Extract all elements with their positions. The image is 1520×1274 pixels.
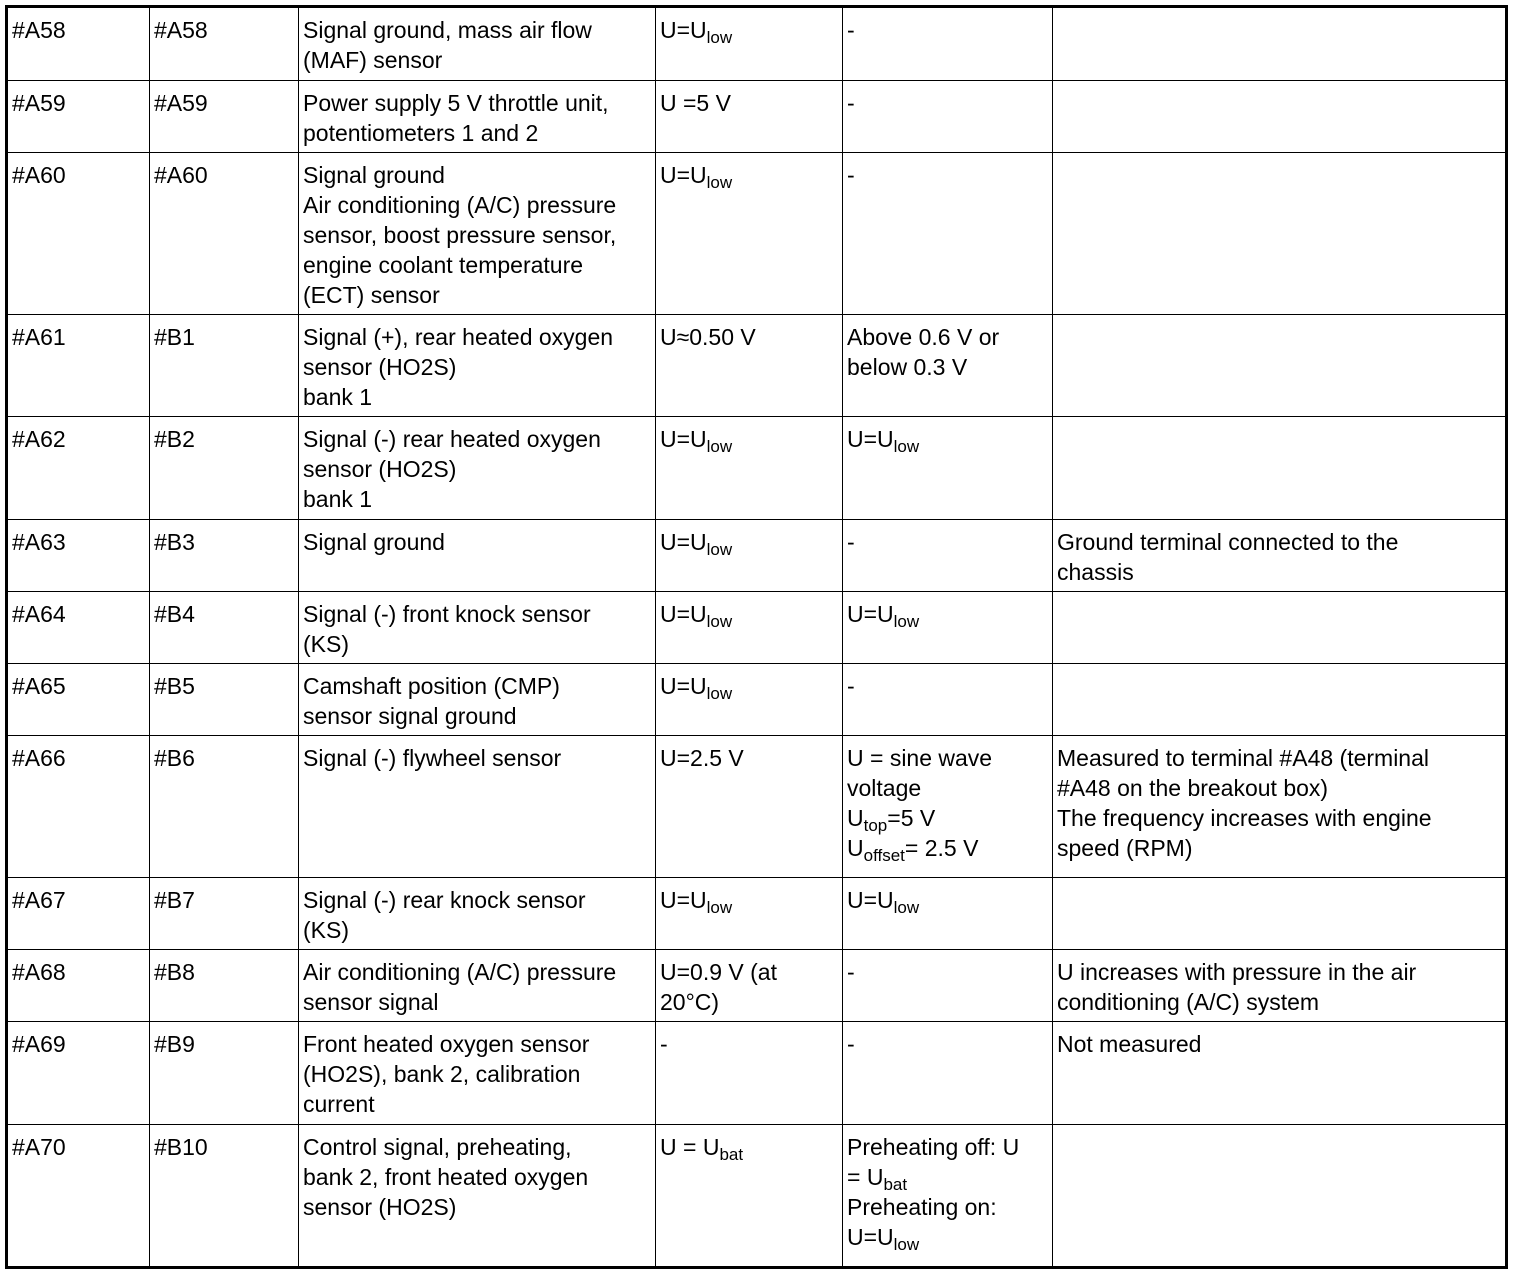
signal-cell [842, 878, 1052, 949]
description-cell-line: sensor (HO2S) [303, 354, 457, 380]
signal-cell-line [847, 803, 1046, 833]
signal-cell-line [847, 833, 1046, 863]
alt-pin-cell: #B3 [149, 520, 298, 591]
description-cell [298, 950, 655, 1021]
note-cell-line: conditioning (A/C) system [1057, 989, 1320, 1015]
signal-cell-text: U=U [847, 426, 894, 452]
description-cell [298, 1022, 655, 1124]
value-cell-subscript: low [706, 173, 733, 192]
value-cell-line [660, 987, 836, 1017]
note-cell [1052, 1125, 1505, 1268]
value-cell-line [660, 885, 836, 915]
signal-cell [842, 1022, 1052, 1124]
description-cell-line: bank 1 [303, 486, 373, 512]
pin-cell: #A64 [12, 601, 66, 627]
value-cell [655, 1125, 842, 1268]
signal-cell-text: - [847, 90, 855, 116]
value-cell-text: U=0.9 V (at [660, 959, 777, 985]
signal-cell-line [847, 599, 1046, 629]
signal-cell-text: U [847, 805, 864, 831]
signal-cell-subscript: low [893, 612, 920, 631]
description-cell [298, 8, 655, 80]
alt-pin-cell: #B6 [149, 736, 298, 877]
description-cell-line: Control signal, preheating, [303, 1134, 572, 1160]
signal-cell-text: U [847, 835, 864, 861]
pin-cell: #A65 [12, 673, 66, 699]
alt-pin-cell: #B7 [149, 878, 298, 949]
signal-cell-text: Preheating off: U [847, 1134, 1020, 1160]
description-cell-line: Air conditioning (A/C) pressure [303, 192, 617, 218]
note-cell-line: Not measured [1057, 1031, 1202, 1057]
alt-pin-cell: #A59 [149, 81, 298, 152]
value-cell-subscript: low [706, 437, 733, 456]
description-cell [298, 592, 655, 663]
pin-cell: #A58 [12, 17, 66, 43]
note-cell [1052, 664, 1505, 735]
signal-cell-text: U=U [847, 1224, 894, 1250]
signal-cell [842, 592, 1052, 663]
note-cell-line: Ground terminal connected to the [1057, 529, 1399, 555]
signal-cell-text: - [847, 1031, 855, 1057]
table-row [8, 1021, 1505, 1124]
signal-cell-subscript: offset [863, 846, 905, 865]
signal-cell [842, 520, 1052, 591]
note-cell [1052, 878, 1505, 949]
description-cell-line: Signal (-) rear knock sensor [303, 887, 586, 913]
signal-cell-line [847, 424, 1046, 454]
note-cell-line: U increases with pressure in the air [1057, 959, 1417, 985]
signal-cell [842, 664, 1052, 735]
note-cell [1052, 950, 1505, 1021]
signal-cell-line [847, 885, 1046, 915]
signal-cell-text: U=U [847, 601, 894, 627]
value-cell-line [660, 599, 836, 629]
signal-cell [842, 153, 1052, 314]
signal-cell-line [847, 957, 1046, 987]
signal-cell [842, 8, 1052, 80]
value-cell-text: U=U [660, 673, 707, 699]
note-cell-line: chassis [1057, 559, 1134, 585]
value-cell-line [660, 671, 836, 701]
table-row [8, 877, 1505, 949]
description-cell-line: Signal (-) flywheel sensor [303, 745, 562, 771]
signal-cell [842, 950, 1052, 1021]
description-cell-line: Signal (+), rear heated oxygen [303, 324, 614, 350]
table-row [8, 416, 1505, 519]
value-cell [655, 417, 842, 519]
value-cell-line [660, 957, 836, 987]
description-cell-line: sensor signal [303, 989, 439, 1015]
signal-cell-text: - [847, 529, 855, 555]
value-cell-line [660, 88, 836, 118]
description-cell [298, 417, 655, 519]
pin-cell: #A70 [12, 1134, 66, 1160]
description-cell-line: (ECT) sensor [303, 282, 440, 308]
alt-pin-cell: #B2 [149, 417, 298, 519]
signal-cell-suffix: = 2.5 V [904, 835, 979, 861]
value-cell-text: - [660, 1031, 668, 1057]
description-cell-line: sensor, boost pressure sensor, [303, 222, 617, 248]
alt-pin-cell: #B1 [149, 315, 298, 416]
signal-cell-subscript: low [893, 1235, 920, 1254]
signal-cell-text: Above 0.6 V or [847, 324, 1000, 350]
value-cell [655, 81, 842, 152]
signal-cell-line [847, 88, 1046, 118]
value-cell [655, 664, 842, 735]
signal-cell-line [847, 1192, 1046, 1222]
description-cell [298, 81, 655, 152]
note-cell [1052, 315, 1505, 416]
signal-cell-text: - [847, 673, 855, 699]
value-cell-line [660, 160, 836, 190]
signal-cell-subscript: top [863, 816, 888, 835]
value-cell-line [660, 527, 836, 557]
description-cell [298, 1125, 655, 1268]
value-cell-text: U=2.5 V [660, 745, 744, 771]
note-cell [1052, 520, 1505, 591]
signal-cell-subscript: low [893, 437, 920, 456]
description-cell-line: Camshaft position (CMP) [303, 673, 560, 699]
table-row [8, 314, 1505, 416]
signal-cell-suffix: =5 V [887, 805, 936, 831]
value-cell-line [660, 424, 836, 454]
value-cell [655, 950, 842, 1021]
signal-cell-line [847, 1222, 1046, 1252]
description-cell-line: Signal (-) front knock sensor [303, 601, 591, 627]
alt-pin-cell: #B4 [149, 592, 298, 663]
signal-cell-line [847, 322, 1046, 352]
signal-cell-text: - [847, 959, 855, 985]
alt-pin-cell: #B9 [149, 1022, 298, 1124]
description-cell [298, 315, 655, 416]
value-cell-text: U=U [660, 529, 707, 555]
value-cell-subscript: low [706, 28, 733, 47]
alt-pin-cell: #B10 [149, 1125, 298, 1268]
description-cell-line: engine coolant temperature [303, 252, 584, 278]
signal-cell-line [847, 352, 1046, 382]
description-cell-line: potentiometers 1 and 2 [303, 120, 539, 146]
table-row [8, 663, 1505, 735]
value-cell-subscript: low [706, 684, 733, 703]
alt-pin-cell: #B5 [149, 664, 298, 735]
pin-cell: #A60 [12, 162, 66, 188]
value-cell [655, 736, 842, 877]
signal-cell-line [847, 527, 1046, 557]
description-cell-line: bank 2, front heated oxygen [303, 1164, 589, 1190]
value-cell-subscript: bat [719, 1145, 744, 1164]
note-cell [1052, 592, 1505, 663]
signal-cell [842, 417, 1052, 519]
signal-cell-line [847, 1162, 1046, 1192]
description-cell-line: Signal ground [303, 162, 445, 188]
description-cell-line: Signal ground, mass air flow [303, 17, 592, 43]
signal-cell-text: Preheating on: [847, 1194, 997, 1220]
description-cell-line: Air conditioning (A/C) pressure [303, 959, 617, 985]
pin-cell: #A61 [12, 324, 66, 350]
description-cell [298, 664, 655, 735]
value-cell-text: U≈0.50 V [660, 324, 756, 350]
value-cell [655, 153, 842, 314]
note-cell [1052, 81, 1505, 152]
pin-cell: #A59 [12, 90, 66, 116]
description-cell-line: Signal (-) rear heated oxygen [303, 426, 601, 452]
value-cell-text: U=U [660, 17, 707, 43]
description-cell-line: Front heated oxygen sensor [303, 1031, 590, 1057]
value-cell-text: 20°C) [660, 989, 720, 1015]
description-cell-line: (KS) [303, 917, 349, 943]
description-cell [298, 736, 655, 877]
value-cell-subscript: low [706, 540, 733, 559]
table-row [8, 735, 1505, 877]
alt-pin-cell: #A58 [149, 8, 298, 80]
note-cell-line: Measured to terminal #A48 (terminal [1057, 745, 1429, 771]
value-cell-line [660, 743, 836, 773]
value-cell-line [660, 1132, 836, 1162]
description-cell [298, 878, 655, 949]
signal-cell-line [847, 15, 1046, 45]
pin-cell: #A66 [12, 745, 66, 771]
signal-cell-subscript: low [893, 898, 920, 917]
value-cell-subscript: low [706, 612, 733, 631]
alt-pin-cell: #A60 [149, 153, 298, 314]
note-cell [1052, 8, 1505, 80]
note-cell-line: The frequency increases with engine [1057, 805, 1432, 831]
description-cell-line: sensor (HO2S) [303, 1194, 457, 1220]
description-cell-line: current [303, 1091, 375, 1117]
signal-cell-line [847, 671, 1046, 701]
description-cell-line: (MAF) sensor [303, 47, 443, 73]
pin-cell: #A67 [12, 887, 66, 913]
pin-cell: #A62 [12, 426, 66, 452]
value-cell [655, 8, 842, 80]
note-cell-line: speed (RPM) [1057, 835, 1193, 861]
value-cell [655, 592, 842, 663]
value-cell-text: U=U [660, 887, 707, 913]
description-cell-line: sensor (HO2S) [303, 456, 457, 482]
note-cell-line: #A48 on the breakout box) [1057, 775, 1329, 801]
description-cell-line: Signal ground [303, 529, 445, 555]
signal-cell [842, 81, 1052, 152]
pin-cell: #A69 [12, 1031, 66, 1057]
value-cell [655, 878, 842, 949]
description-cell [298, 520, 655, 591]
description-cell-line: bank 1 [303, 384, 373, 410]
pin-table [5, 5, 1508, 1269]
signal-cell-line [847, 160, 1046, 190]
signal-cell-text: below 0.3 V [847, 354, 968, 380]
table-row [8, 949, 1505, 1021]
signal-cell [842, 736, 1052, 877]
value-cell-text: U=U [660, 162, 707, 188]
value-cell-subscript: low [706, 898, 733, 917]
signal-cell-text: U = sine wave [847, 745, 993, 771]
signal-cell-text: U=U [847, 887, 894, 913]
note-cell [1052, 153, 1505, 314]
value-cell-line [660, 1029, 836, 1059]
table-row [8, 519, 1505, 591]
value-cell-text: U = U [660, 1134, 720, 1160]
note-cell [1052, 1022, 1505, 1124]
table-row [8, 591, 1505, 663]
value-cell-text: U=U [660, 426, 707, 452]
signal-cell-text: - [847, 162, 855, 188]
description-cell-line: sensor signal ground [303, 703, 517, 729]
table-row [8, 8, 1505, 80]
signal-cell-line [847, 1132, 1046, 1162]
alt-pin-cell: #B8 [149, 950, 298, 1021]
value-cell [655, 1022, 842, 1124]
pin-cell: #A68 [12, 959, 66, 985]
note-cell [1052, 417, 1505, 519]
table-row [8, 1124, 1505, 1268]
value-cell [655, 520, 842, 591]
signal-cell-line [847, 773, 1046, 803]
value-cell-line [660, 15, 836, 45]
signal-cell-subscript: bat [883, 1175, 908, 1194]
value-cell-text: U=U [660, 601, 707, 627]
description-cell-line: Power supply 5 V throttle unit, [303, 90, 609, 116]
signal-cell-text: = U [847, 1164, 884, 1190]
signal-cell-line [847, 1029, 1046, 1059]
value-cell [655, 315, 842, 416]
signal-cell-text: - [847, 17, 855, 43]
signal-cell-line [847, 743, 1046, 773]
note-cell [1052, 736, 1505, 877]
pin-cell: #A63 [12, 529, 66, 555]
signal-cell [842, 315, 1052, 416]
value-cell-line [660, 322, 836, 352]
description-cell-line: (KS) [303, 631, 349, 657]
description-cell [298, 153, 655, 314]
table-row [8, 152, 1505, 314]
description-cell-line: (HO2S), bank 2, calibration [303, 1061, 581, 1087]
signal-cell-text: voltage [847, 775, 922, 801]
signal-cell [842, 1125, 1052, 1268]
table-row [8, 80, 1505, 152]
value-cell-text: U =5 V [660, 90, 731, 116]
